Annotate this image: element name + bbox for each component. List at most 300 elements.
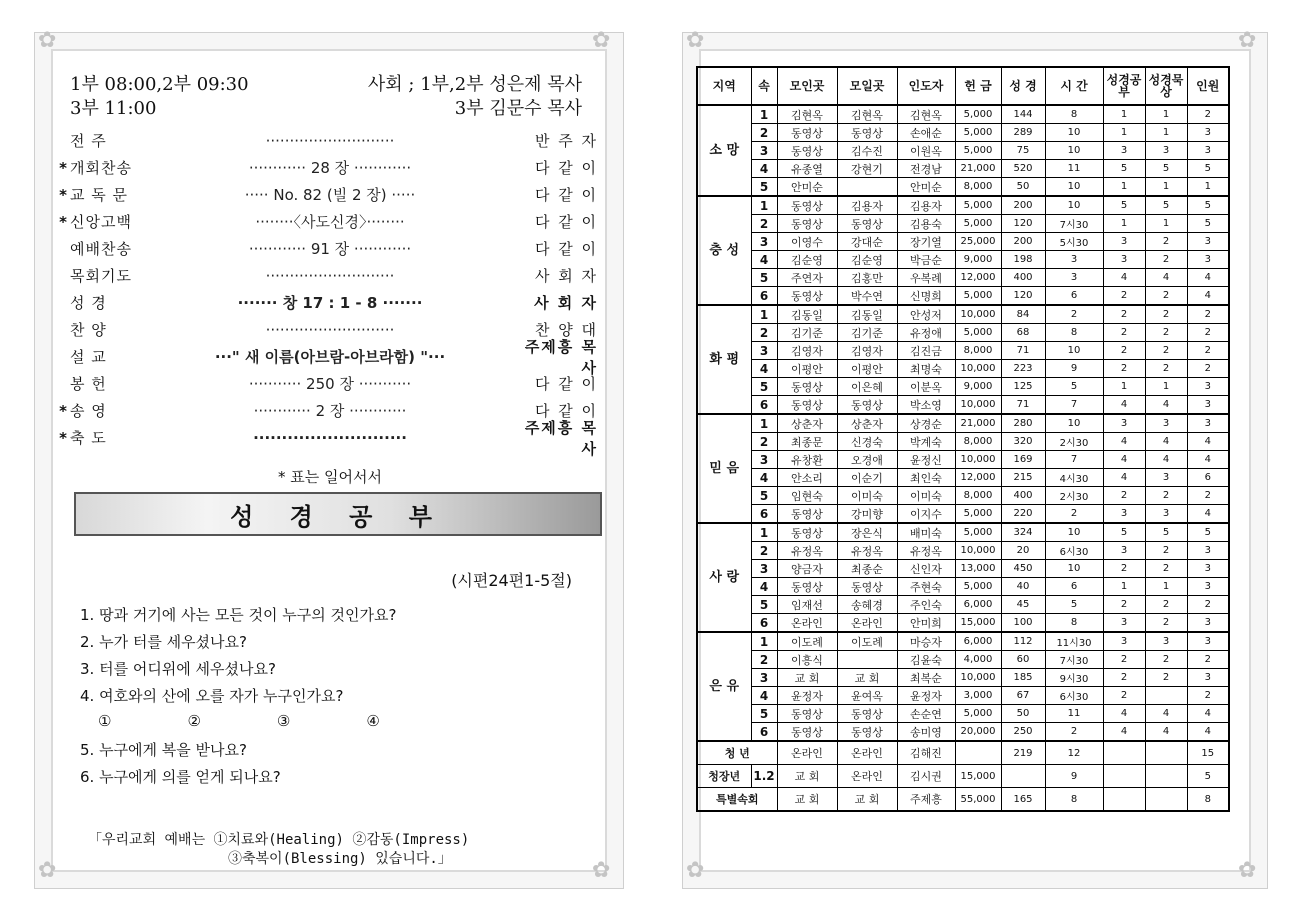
table-cell: 2	[1145, 251, 1187, 269]
order-content: ···" 새 이름(아브람-아브라함) "···	[214, 348, 446, 366]
table-cell: 185	[1001, 669, 1045, 687]
table-cell: 2	[1103, 687, 1145, 705]
table-cell: 198	[1001, 251, 1045, 269]
table-cell: 10,000	[955, 451, 1001, 469]
table-cell: 1	[751, 632, 777, 651]
table-cell: 2	[1103, 669, 1145, 687]
table-cell: 동영상	[837, 215, 897, 233]
table-cell	[1145, 687, 1187, 705]
table-cell: 289	[1001, 124, 1045, 142]
motto-line-2: ③축복이(Blessing) 있습니다.」	[228, 851, 452, 867]
table-cell: 이도례	[777, 632, 837, 651]
table-cell: 이은혜	[837, 378, 897, 396]
table-cell: 이영수	[777, 233, 837, 251]
table-cell: 5,000	[955, 105, 1001, 124]
table-cell: 이원옥	[897, 142, 955, 160]
table-cell: 3	[1187, 614, 1229, 633]
table-cell: 유정옥	[837, 542, 897, 560]
table-cell: 교 회	[837, 788, 897, 812]
table-cell	[1103, 788, 1145, 812]
region-cell: 사 랑	[697, 523, 751, 632]
table-cell: 동영상	[777, 396, 837, 415]
order-content: ········〈사도신경〉········	[255, 213, 405, 231]
table-cell: 최인숙	[897, 469, 955, 487]
table-cell: 김현옥	[777, 105, 837, 124]
table-cell: 9,000	[955, 378, 1001, 396]
table-cell: 안미희	[897, 614, 955, 633]
table-cell: 2	[1187, 360, 1229, 378]
table-cell: 68	[1001, 324, 1045, 342]
table-cell: 5,000	[955, 124, 1001, 142]
table-row	[697, 105, 1229, 124]
order-name: 개회찬송	[70, 159, 132, 177]
table-cell: 3	[1103, 142, 1145, 160]
table-cell: 4	[1145, 433, 1187, 451]
table-cell: 주연자	[777, 269, 837, 287]
table-cell: 상춘자	[837, 414, 897, 433]
table-row	[697, 342, 1229, 360]
table-cell: 3	[751, 142, 777, 160]
table-cell: 10	[1045, 178, 1103, 197]
table-cell: 2	[1145, 596, 1187, 614]
table-cell: 1	[1103, 178, 1145, 197]
table-cell: 1	[1145, 178, 1187, 197]
table-cell: 5	[751, 705, 777, 723]
table-cell: 250	[1001, 723, 1045, 742]
table-row	[697, 614, 1229, 633]
flower-ornament-icon: ✿	[592, 28, 611, 53]
table-cell: 3	[751, 560, 777, 578]
table-cell: 3	[1103, 542, 1145, 560]
motto-line-1: 「우리교회 예배는 ①치료와(Healing) ②감동(Impress)	[88, 832, 470, 848]
table-cell: 3	[751, 342, 777, 360]
order-item	[56, 371, 598, 396]
table-cell: 2	[1145, 360, 1187, 378]
option-3: ③	[276, 712, 291, 730]
table-cell: 2	[1045, 305, 1103, 324]
table-cell: 동영상	[777, 142, 837, 160]
table-cell: 동영상	[777, 505, 837, 524]
table-header-row	[697, 67, 1229, 105]
table-cell: 2	[1103, 360, 1145, 378]
table-cell: 4	[1103, 269, 1145, 287]
flower-ornament-icon: ✿	[38, 28, 57, 53]
table-cell: 10,000	[955, 542, 1001, 560]
table-row	[697, 251, 1229, 269]
table-cell: 3	[1045, 251, 1103, 269]
table-cell	[837, 178, 897, 197]
table-cell: 동영상	[777, 705, 837, 723]
table-cell: 이미숙	[897, 487, 955, 505]
order-item	[56, 418, 598, 458]
table-cell: 2	[1145, 560, 1187, 578]
region-cell: 믿 음	[697, 414, 751, 523]
table-row	[697, 451, 1229, 469]
table-cell: 4	[1187, 269, 1229, 287]
table-cell: 8,000	[955, 178, 1001, 197]
table-cell: 3	[1187, 414, 1229, 433]
table-cell: 이미숙	[837, 487, 897, 505]
table-cell: 3	[1145, 632, 1187, 651]
table-cell: 유창환	[777, 451, 837, 469]
table-cell: 6,000	[955, 632, 1001, 651]
table-cell	[1103, 765, 1145, 788]
table-cell: 10	[1045, 342, 1103, 360]
table-row	[697, 433, 1229, 451]
table-cell: 이흥식	[777, 651, 837, 669]
order-star: *	[59, 185, 67, 204]
table-row	[697, 632, 1229, 651]
flower-ornament-icon: ✿	[38, 858, 57, 883]
table-cell: 6,000	[955, 596, 1001, 614]
column-header: 모일곳	[837, 67, 897, 105]
table-cell: 4	[751, 687, 777, 705]
column-header: 성경묵상	[1145, 67, 1187, 105]
order-content: ············ 28 장 ············	[248, 159, 412, 177]
table-row	[697, 142, 1229, 160]
table-cell: 2	[1103, 324, 1145, 342]
table-cell: 3	[751, 451, 777, 469]
table-cell: 12	[1045, 741, 1103, 765]
option-2: ②	[187, 712, 201, 730]
table-row	[697, 741, 1229, 765]
table-cell: 1	[751, 414, 777, 433]
table-cell: 2	[1145, 487, 1187, 505]
table-cell: 45	[1001, 596, 1045, 614]
table-cell: 2	[1145, 342, 1187, 360]
table-cell: 11	[1045, 705, 1103, 723]
table-cell: 5	[1103, 523, 1145, 542]
table-cell: 3	[1187, 142, 1229, 160]
table-cell: 3	[1103, 251, 1145, 269]
table-cell: 동영상	[837, 578, 897, 596]
table-cell: 3	[1145, 142, 1187, 160]
region-cell: 소 망	[697, 105, 751, 196]
table-cell: 450	[1001, 560, 1045, 578]
table-cell: 신명희	[897, 287, 955, 306]
table-cell: 4	[1103, 396, 1145, 415]
order-name: 목회기도	[70, 267, 132, 285]
table-cell: 5	[1145, 523, 1187, 542]
table-cell: 임재선	[777, 596, 837, 614]
table-cell: 임현숙	[777, 487, 837, 505]
table-cell: 2	[1045, 505, 1103, 524]
question-4: 4. 여호와의 산에 오를 자가 누구인가요?	[80, 687, 344, 705]
table-row	[697, 396, 1229, 415]
table-cell: 손순연	[897, 705, 955, 723]
table-cell: 이분옥	[897, 378, 955, 396]
column-header: 성경공부	[1103, 67, 1145, 105]
order-content: ······· 창 17 : 1 - 8 ·······	[237, 294, 423, 312]
table-cell: 9	[1045, 765, 1103, 788]
table-cell: 5,000	[955, 523, 1001, 542]
order-responsible: 주제흥 목사	[524, 418, 598, 458]
table-row	[697, 305, 1229, 324]
table-cell: 5	[1187, 523, 1229, 542]
service-time-3: 3부 11:00	[70, 98, 157, 119]
column-header: 속	[751, 67, 777, 105]
order-item	[56, 236, 598, 261]
table-cell: 우복례	[897, 269, 955, 287]
order-star: *	[59, 401, 67, 420]
presider-12: 사회 ; 1부,2부 성은제 목사	[367, 74, 582, 95]
table-cell: 8	[1045, 105, 1103, 124]
table-cell: 신경숙	[837, 433, 897, 451]
order-item	[56, 128, 598, 153]
table-cell: 장기열	[897, 233, 955, 251]
table-cell: 3	[1187, 669, 1229, 687]
table-cell: 유정옥	[777, 542, 837, 560]
order-item	[56, 263, 598, 288]
table-cell: 220	[1001, 505, 1045, 524]
table-cell: 9	[1045, 360, 1103, 378]
table-cell: 송미영	[897, 723, 955, 742]
order-content: ···························	[265, 320, 395, 339]
table-body	[697, 105, 1229, 811]
table-cell: 김동일	[837, 305, 897, 324]
table-cell: 온라인	[777, 614, 837, 633]
table-cell: 5,000	[955, 324, 1001, 342]
table-cell: 200	[1001, 233, 1045, 251]
table-cell: 송혜경	[837, 596, 897, 614]
order-star: *	[59, 158, 67, 177]
table-cell: 5,000	[955, 287, 1001, 306]
table-cell: 4	[1103, 451, 1145, 469]
order-name: 축 도	[70, 429, 107, 447]
table-cell: 71	[1001, 342, 1045, 360]
table-cell: 교 회	[777, 669, 837, 687]
table-cell: 1	[1145, 105, 1187, 124]
table-cell: 5	[751, 269, 777, 287]
table-cell: 75	[1001, 142, 1045, 160]
table-cell: 동영상	[777, 578, 837, 596]
table-cell: 4	[1103, 433, 1145, 451]
table-row	[697, 196, 1229, 215]
table-row	[697, 596, 1229, 614]
table-cell: 김용숙	[897, 215, 955, 233]
table-cell: 15	[1187, 741, 1229, 765]
table-cell: 2	[1145, 669, 1187, 687]
table-cell: 5	[751, 378, 777, 396]
table-cell: 4	[751, 578, 777, 596]
table-cell: 2	[751, 433, 777, 451]
standing-note: * 표는 일어서서	[278, 468, 382, 486]
order-responsible: 찬 양 대	[534, 321, 598, 339]
table-cell: 유정옥	[897, 542, 955, 560]
order-content: ···························	[265, 266, 395, 285]
table-cell: 6	[751, 723, 777, 742]
table-cell: 7	[1045, 396, 1103, 415]
table-cell: 10	[1045, 196, 1103, 215]
order-responsible: 주제흥 목사	[524, 337, 598, 377]
table-cell: 안미순	[897, 178, 955, 197]
region-cell: 화 평	[697, 305, 751, 414]
table-cell: 윤정신	[897, 451, 955, 469]
table-cell: 동영상	[777, 287, 837, 306]
table-cell: 8,000	[955, 342, 1001, 360]
table-cell: 4	[751, 360, 777, 378]
table-cell: 4	[751, 160, 777, 178]
table-cell: 5	[1187, 215, 1229, 233]
table-cell: 주제흥	[897, 788, 955, 812]
table-cell: 1	[1145, 378, 1187, 396]
table-cell: 주현숙	[897, 578, 955, 596]
table-cell: 169	[1001, 451, 1045, 469]
table-cell: 3	[1187, 560, 1229, 578]
table-cell: 2	[1187, 105, 1229, 124]
table-cell: 10,000	[955, 396, 1001, 415]
order-name: 송 영	[70, 402, 107, 420]
table-cell: 김기준	[777, 324, 837, 342]
footer-name-cell: 청장년	[697, 765, 751, 788]
order-responsible: 다 같 이	[534, 240, 598, 258]
table-cell: 2시30	[1045, 433, 1103, 451]
table-cell: 5	[1187, 765, 1229, 788]
table-cell: 5시30	[1045, 233, 1103, 251]
table-cell: 2시30	[1045, 487, 1103, 505]
table-cell: 7	[1045, 451, 1103, 469]
table-cell: 온라인	[837, 741, 897, 765]
order-star: *	[59, 212, 67, 231]
table-cell: 교 회	[777, 765, 837, 788]
order-name: 찬 양	[70, 321, 107, 339]
table-cell: 강현기	[837, 160, 897, 178]
table-cell: 12,000	[955, 469, 1001, 487]
table-cell: 김현옥	[897, 105, 955, 124]
table-cell: 2	[751, 542, 777, 560]
table-cell: 2	[1187, 687, 1229, 705]
table-cell: 4시30	[1045, 469, 1103, 487]
table-cell: 15,000	[955, 614, 1001, 633]
table-cell: 윤정자	[897, 687, 955, 705]
table-cell: 2	[1187, 487, 1229, 505]
table-cell: 6	[751, 396, 777, 415]
order-content: ···························	[265, 131, 395, 150]
table-cell: 7시30	[1045, 215, 1103, 233]
table-cell: 5	[1187, 196, 1229, 215]
table-cell: 6	[751, 287, 777, 306]
table-row	[697, 788, 1229, 812]
table-cell: 상경순	[897, 414, 955, 433]
table-cell: 최명숙	[897, 360, 955, 378]
table-cell: 김홍만	[837, 269, 897, 287]
table-cell: 박수연	[837, 287, 897, 306]
table-cell: 223	[1001, 360, 1045, 378]
flower-ornament-icon: ✿	[686, 28, 705, 53]
table-cell: 2	[1187, 651, 1229, 669]
table-cell: 2	[751, 215, 777, 233]
table-cell: 오경애	[837, 451, 897, 469]
table-cell: 2	[1145, 305, 1187, 324]
order-content: ············ 91 장 ············	[248, 240, 412, 258]
table-cell: 7시30	[1045, 651, 1103, 669]
table-cell: 동영상	[837, 396, 897, 415]
table-cell: 120	[1001, 287, 1045, 306]
table-cell: 120	[1001, 215, 1045, 233]
table-cell: 5	[1045, 596, 1103, 614]
table-cell: 3	[1187, 396, 1229, 415]
table-cell: 5	[751, 596, 777, 614]
table-cell: 324	[1001, 523, 1045, 542]
table-cell: 4,000	[955, 651, 1001, 669]
scripture-reference: (시편24편1-5절)	[451, 571, 572, 590]
table-cell: 3	[751, 233, 777, 251]
order-name: 교 독 문	[70, 186, 129, 204]
table-cell: 유정애	[897, 324, 955, 342]
table-cell	[1145, 788, 1187, 812]
table-cell: 5	[1103, 160, 1145, 178]
column-header: 성 경	[1001, 67, 1045, 105]
table-cell: 3	[1103, 233, 1145, 251]
table-row	[697, 124, 1229, 142]
table-cell: 1	[751, 305, 777, 324]
table-cell: 6시30	[1045, 687, 1103, 705]
table-cell: 김진금	[897, 342, 955, 360]
order-responsible: 사 회 자	[534, 267, 598, 285]
table-cell: 5	[751, 178, 777, 197]
table-cell: 안성저	[897, 305, 955, 324]
table-cell: 2	[1103, 287, 1145, 306]
table-row	[697, 233, 1229, 251]
order-item	[56, 290, 598, 315]
table-cell: 김순영	[837, 251, 897, 269]
table-cell: 21,000	[955, 160, 1001, 178]
order-name: 신앙고백	[70, 213, 132, 231]
table-cell: 동영상	[777, 723, 837, 742]
table-cell: 4	[1103, 705, 1145, 723]
table-cell: 5	[751, 487, 777, 505]
table-cell: 온라인	[837, 614, 897, 633]
table-cell: 1	[1103, 378, 1145, 396]
table-cell: 온라인	[837, 765, 897, 788]
table-row	[697, 269, 1229, 287]
table-cell: 김영자	[777, 342, 837, 360]
table-cell: 125	[1001, 378, 1045, 396]
table-cell: 상춘자	[777, 414, 837, 433]
table-cell: 4	[1145, 451, 1187, 469]
table-cell: 25,000	[955, 233, 1001, 251]
flower-ornament-icon: ✿	[1238, 858, 1257, 883]
table-cell: 55,000	[955, 788, 1001, 812]
table-cell: 219	[1001, 741, 1045, 765]
table-cell: 2	[1187, 305, 1229, 324]
table-cell: 6	[1187, 469, 1229, 487]
order-name: 성 경	[70, 294, 107, 312]
order-responsible: 반 주 자	[534, 132, 598, 150]
table-cell: 50	[1001, 705, 1045, 723]
table-row	[697, 487, 1229, 505]
order-responsible: 다 같 이	[534, 186, 598, 204]
table-cell: 112	[1001, 632, 1045, 651]
table-row	[697, 505, 1229, 524]
table-cell: 이평안	[837, 360, 897, 378]
order-name: 예배찬송	[70, 240, 132, 258]
table-cell	[837, 651, 897, 669]
question-3: 3. 터를 어디위에 세우셨나요?	[80, 660, 276, 678]
order-item	[56, 209, 598, 234]
table-cell: 60	[1001, 651, 1045, 669]
table-cell: 11	[1045, 160, 1103, 178]
table-cell: 4	[1187, 451, 1229, 469]
table-cell: 50	[1001, 178, 1045, 197]
table-cell: 4	[1145, 723, 1187, 742]
table-cell: 15,000	[955, 765, 1001, 788]
table-cell: 마승자	[897, 632, 955, 651]
table-cell: 3	[1187, 578, 1229, 596]
table-cell: 최종순	[837, 560, 897, 578]
table-cell: 2	[1103, 342, 1145, 360]
table-cell: 박소영	[897, 396, 955, 415]
